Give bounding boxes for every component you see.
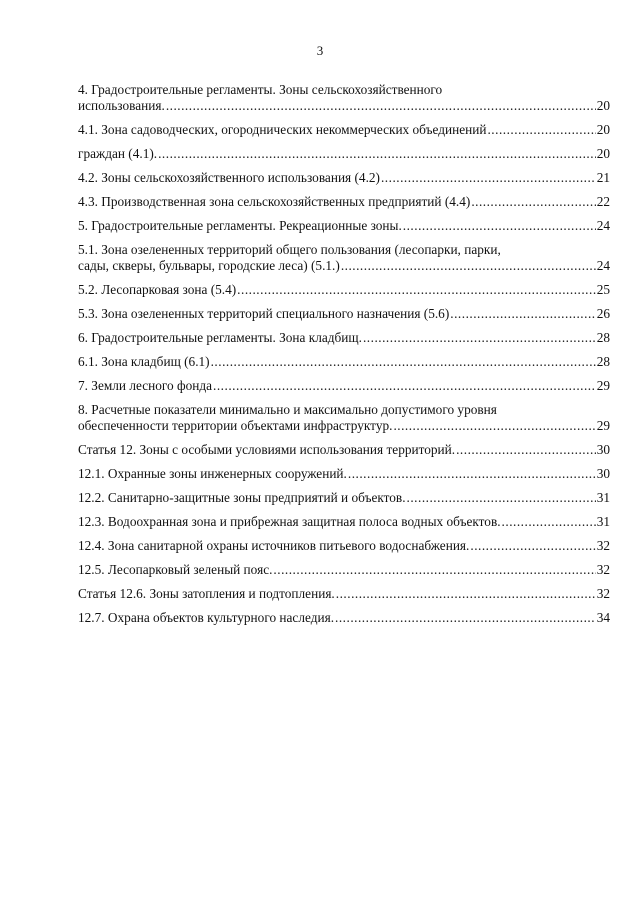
toc-entry-title: 12.1. Охранные зоны инженерных сооружений.	[78, 466, 347, 481]
toc-entry-title: 12.4. Зона санитарной охраны источников питьевого водоснабжения.	[78, 538, 470, 553]
toc-leader-dots	[403, 218, 596, 234]
toc-entry-page: 29	[596, 418, 610, 433]
toc-leader-dots	[341, 258, 596, 274]
toc-entry[interactable]	[78, 330, 610, 346]
toc-leader-dots	[336, 586, 596, 602]
toc-entry-page: 25	[596, 282, 610, 297]
toc-entry-title: обеспеченности территории объектами инфраструктур.	[78, 418, 393, 433]
toc-entry[interactable]	[78, 610, 610, 626]
toc-entry-title: использования.	[78, 98, 165, 113]
toc-leader-dots	[487, 122, 595, 138]
toc-leader-dots	[213, 378, 596, 394]
toc-entry[interactable]	[78, 538, 610, 554]
toc-entry-title: 6.1. Зона кладбищ (6.1)	[78, 354, 210, 369]
toc-leader-dots	[393, 418, 595, 434]
toc-entry[interactable]	[78, 378, 610, 394]
toc-entry-page: 26	[596, 306, 610, 321]
toc-entry-page: 24	[596, 258, 610, 273]
toc-leader-dots	[348, 466, 596, 482]
toc-leader-dots	[363, 330, 596, 346]
toc-entry-title: Статья 12.6. Зоны затопления и подтопления.	[78, 586, 335, 601]
toc-entry[interactable]	[78, 218, 610, 234]
toc-entry[interactable]	[78, 146, 610, 162]
toc-entry-title: 12.5. Лесопарковый зеленый пояс.	[78, 562, 273, 577]
toc-entry[interactable]	[78, 442, 610, 458]
toc-entry[interactable]	[78, 402, 610, 434]
toc-leader-dots	[237, 282, 596, 298]
toc-entry-title: 12.3. Водоохранная зона и прибрежная защитная полоса водных объектов.	[78, 514, 501, 529]
toc-entry-lead: 5.1. Зона озелененных территорий общего пользования (лесопарки, парки,	[78, 242, 501, 257]
page-number: 3	[316, 43, 324, 58]
toc-leader-dots	[407, 490, 596, 506]
toc-entry[interactable]	[78, 242, 610, 274]
toc-entry-title: 12.7. Охрана объектов культурного наследия.	[78, 610, 335, 625]
toc-entry-page: 34	[596, 610, 610, 625]
toc-leader-dots	[335, 610, 596, 626]
toc-leader-dots	[502, 514, 596, 530]
toc-leader-dots	[381, 170, 596, 186]
toc-leader-dots	[273, 562, 595, 578]
toc-leader-dots	[456, 442, 596, 458]
toc-entry-page: 32	[596, 538, 610, 553]
toc-entry[interactable]	[78, 514, 610, 530]
toc-leader-dots	[158, 146, 596, 162]
toc-entry-page: 32	[596, 586, 610, 601]
toc-entry-page: 31	[596, 514, 610, 529]
toc-entry-title: граждан (4.1).	[78, 146, 158, 161]
toc-entry-title: 5. Градостроительные регламенты. Рекреационные зоны.	[78, 218, 402, 233]
toc-entry-page: 22	[596, 194, 610, 209]
toc-entry[interactable]	[78, 122, 610, 138]
toc-entry-title: 5.3. Зона озелененных территорий специального назначения (5.6)	[78, 306, 450, 321]
toc-leader-dots	[471, 194, 595, 210]
toc-entry-title: 4.2. Зоны сельскохозяйственного использования (4.2)	[78, 170, 380, 185]
table-of-contents	[78, 82, 610, 634]
toc-entry-page: 30	[596, 442, 610, 457]
toc-entry[interactable]	[78, 586, 610, 602]
toc-leader-dots	[470, 538, 595, 554]
toc-entry[interactable]	[78, 82, 610, 114]
toc-leader-dots	[166, 98, 596, 114]
toc-entry[interactable]	[78, 194, 610, 210]
toc-entry-lead: 8. Расчетные показатели минимально и максимально допустимого уровня	[78, 402, 497, 417]
toc-entry-title: сады, скверы, бульвары, городские леса) (5.1.)	[78, 258, 340, 273]
toc-entry[interactable]	[78, 282, 610, 298]
toc-entry[interactable]	[78, 354, 610, 370]
toc-entry-page: 31	[596, 490, 610, 505]
toc-entry-page: 20	[596, 122, 610, 137]
toc-entry[interactable]	[78, 466, 610, 482]
toc-entry[interactable]	[78, 306, 610, 322]
toc-entry-page: 28	[596, 330, 610, 345]
toc-entry-title: 7. Земли лесного фонда	[78, 378, 213, 393]
toc-entry-page: 32	[596, 562, 610, 577]
toc-entry[interactable]	[78, 170, 610, 186]
toc-entry-page: 21	[596, 170, 610, 185]
toc-leader-dots	[450, 306, 595, 322]
toc-entry[interactable]	[78, 562, 610, 578]
toc-entry-title: Статья 12. Зоны с особыми условиями использования территорий.	[78, 442, 456, 457]
toc-entry-title: 6. Градостроительные регламенты. Зона кладбищ.	[78, 330, 362, 345]
toc-leader-dots	[211, 354, 596, 370]
toc-entry-page: 20	[596, 98, 610, 113]
toc-entry[interactable]	[78, 490, 610, 506]
toc-entry-lead: 4. Градостроительные регламенты. Зоны сельскохозяйственного	[78, 82, 443, 97]
toc-entry-title: 4.1. Зона садоводческих, огороднических некоммерческих объединений	[78, 122, 487, 137]
toc-entry-page: 29	[596, 378, 610, 393]
toc-entry-title: 5.2. Лесопарковая зона (5.4)	[78, 282, 237, 297]
toc-entry-page: 24	[596, 218, 610, 233]
toc-entry-page: 30	[596, 466, 610, 481]
toc-entry-title: 12.2. Санитарно-защитные зоны предприятий и объектов.	[78, 490, 406, 505]
toc-entry-page: 20	[596, 146, 610, 161]
toc-entry-title: 4.3. Производственная зона сельскохозяйственных предприятий (4.4)	[78, 194, 471, 209]
toc-entry-page: 28	[596, 354, 610, 369]
